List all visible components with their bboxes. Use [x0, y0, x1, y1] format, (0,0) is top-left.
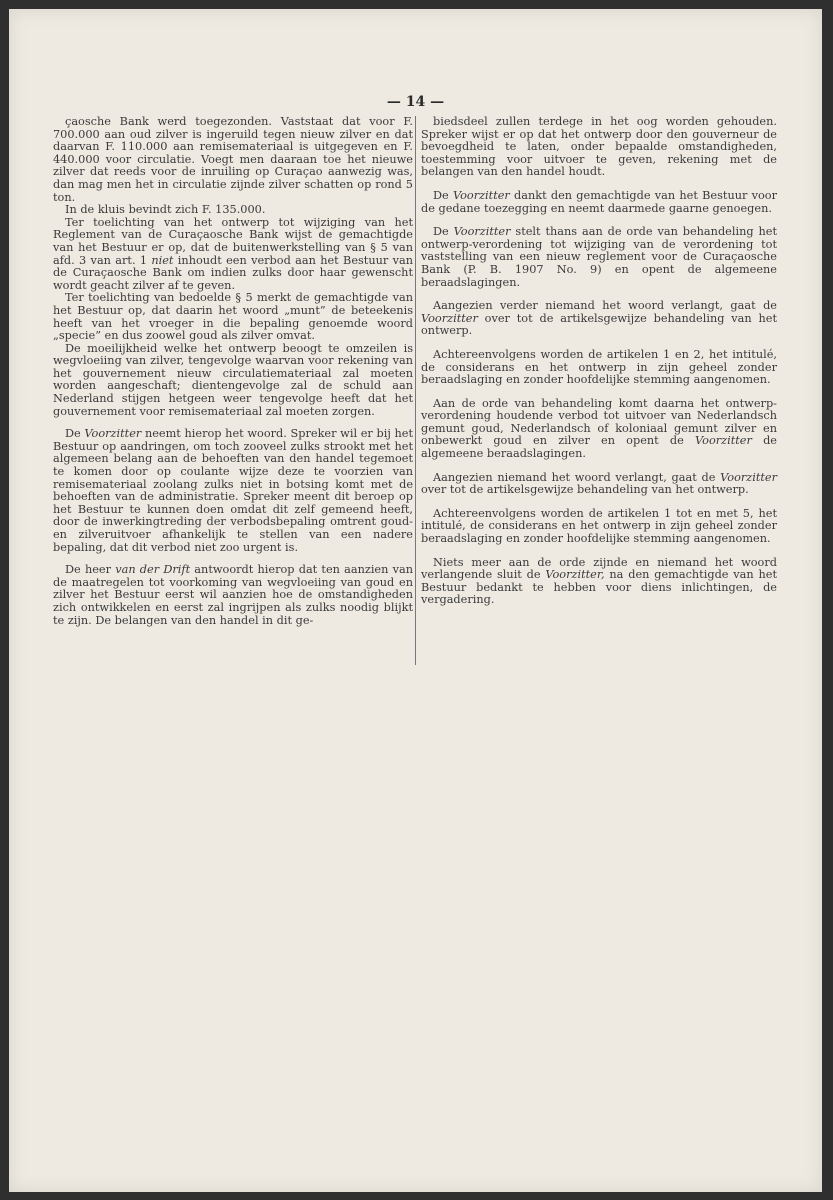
italic-text: Voorzitter — [453, 225, 511, 239]
italic-text: van der Drift — [115, 563, 191, 577]
italic-text: Voorzitter — [720, 470, 777, 484]
italic-text: Voorzitter — [421, 311, 478, 325]
italic-text: niet — [151, 253, 174, 267]
right-column-paragraph — [421, 472, 777, 497]
text-run: Ter toelichting van bedoelde § 5 merkt de gemachtigde van het Bestuur op, dat daarin het woord „munt” de beteekenis heeft van het vroeger in die bepaling genoemde woord „specie” en dus zoowel goud als zilver omvat. — [53, 291, 413, 343]
text-run: In de kluis bevindt zich F. 135.000. — [65, 203, 266, 217]
text-run: biedsdeel zullen terdege in het oog worden gehouden. Spreker wijst er op dat het ontwerp door den gouverneur de bevoegdheid te laten, onder bepaalde omstandigheden, toestemming voor uitvoer te geven, rekening met de belangen van den handel houdt. — [421, 115, 777, 179]
page-number: — 14 — — [386, 94, 445, 110]
column-divider — [415, 116, 416, 665]
right-column-paragraph — [421, 349, 777, 387]
text-run: Ter toelichting van het ontwerp tot wijziging van het Reglement van de Curaçaosche Bank wijst de gemachtigde van het Bestuur er op, dat de buitenwerkstelling van § 5 van afd. 3 van art. 1 — [53, 215, 413, 267]
left-column-paragraph — [53, 116, 413, 204]
italic-text: Voorzitter — [452, 188, 510, 202]
text-run: de algemeene beraadslagingen. — [421, 434, 777, 461]
text-run: neemt hierop het woord. Spreker wil er bij het Bestuur op aandringen, om toch zooveel zulks strookt met het algemeen belang aan de behoeften van den handel tegemoet te komen door op coulante wijze deze te voorzien van remisemateriaal zoolang zulks niet in botsing komt met de behoeften van de administratie. Spreker meent dit beroep op het Bestuur te kunnen doen omdat dit zelf gemeend heeft, door de inwerkingtreding der verbodsbepaling omtrent goud- en zilveruitvoer afhankelijk te stellen van een nadere bepaling, dat dit verbod niet zoo urgent is. — [53, 427, 413, 554]
text-run: stelt thans aan de orde van behandeling het ontwerp-verordening tot wijziging van de verordening tot vaststelling van een nieuw reglement voor de Curaçaosche Bank (P. B. 1907 No. 9) en opent de algemeene beraadslagingen. — [421, 225, 777, 289]
right-column-paragraph — [421, 116, 777, 179]
text-run: De — [433, 188, 453, 202]
text-run: Aan de orde van behandeling komt daarna het ontwerp-verordening houdende verbod tot uitvoer van Nederlandsch gemunt goud, Nederlandsch of koloniaal gemunt zilver en onbewerkt goud en zilver en opent de — [421, 396, 777, 448]
right-column-paragraph — [421, 557, 777, 607]
text-run: De heer — [65, 563, 116, 577]
text-run: De moeilijkheid welke het ontwerp beoogt te omzeilen is wegvloeiing van zilver, tengevolge waarvan voor rekening van het gouvernement nieuw circulatiemateriaal zal moeten worden aangeschaft; dientengevolge zal de schuld aan Nederland stijgen hetgeen weer tengevolge heeft dat het gouvernement voor remisemateriaal zal moeten zorgen. — [53, 341, 413, 418]
left-column-paragraph — [53, 217, 413, 293]
right-column-paragraph — [421, 190, 777, 215]
left-column-paragraph — [53, 292, 413, 342]
right-column-paragraph — [421, 226, 777, 289]
document-page — [9, 9, 822, 1192]
right-column-paragraph — [421, 300, 777, 338]
text-run: inhoudt een verbod aan het Bestuur van de Curaçaosche Bank om indien zulks door haar gewenscht wordt geacht zilver af te geven. — [53, 253, 413, 292]
right-column — [421, 116, 777, 618]
italic-text: Voorzitter — [695, 434, 752, 448]
italic-text: Voorzitter, — [545, 568, 605, 582]
left-column-paragraph — [53, 428, 413, 554]
text-run: Niets meer aan de orde zijnde en niemand het woord verlangende sluit de — [421, 555, 777, 582]
text-run: na den gemachtigde van het Bestuur bedankt te hebben voor diens inlichtingen, de vergadering. — [421, 568, 777, 607]
text-run: dankt den gemachtigde van het Bestuur voor de gedane toezegging en neemt daarmede gaarne genoegen. — [421, 188, 777, 215]
text-run: çaosche Bank werd toegezonden. Vaststaat dat voor F. 700.000 aan oud zilver is ingeruild tegen nieuw zilver en dat daarvan F. 110.000 aan remisemateriaal is uitgegeven en F. 440.000 voor circulatie. Voegt men daaraan toe het nieuwe zilver dat reeds voor de inruiling op Curaçao aanwezig was, dan mag men het in circulatie zijnde zilver schatten op rond 5 ton. — [53, 115, 413, 204]
text-run: Aangezien niemand het woord verlangt, gaat de — [433, 470, 721, 484]
text-run: Aangezien verder niemand het woord verlangt, gaat de — [433, 299, 777, 313]
text-run: De — [65, 427, 85, 441]
text-run: Achtereenvolgens worden de artikelen 1 en 2, het intitulé, de considerans en het ontwerp in zijn geheel zonder beraadslaging en zonder hoofdelijke stemming aangenomen. — [421, 347, 777, 387]
text-run: over tot de artikelsgewijze behandeling van het ontwerp. — [421, 483, 749, 497]
left-column — [53, 116, 413, 627]
right-column-paragraph — [421, 508, 777, 546]
text-run: over tot de artikelsgewijze behandeling van het ontwerp. — [421, 311, 777, 338]
text-run: antwoordt hierop dat ten aanzien van de maatregelen tot voorkoming van wegvloeiing van goud en zilver het Bestuur eerst wil aanzien hoe de omstandigheden zich ontwikkelen en eerst zal ingrijpen als zulks noodig blijkt te zijn. De belangen van den handel in dit ge- — [53, 563, 413, 627]
right-column-paragraph — [421, 398, 777, 461]
text-run: De — [433, 225, 454, 239]
left-column-paragraph — [53, 564, 413, 627]
left-column-paragraph — [53, 343, 413, 419]
text-run: Achtereenvolgens worden de artikelen 1 tot en met 5, het intitulé, de considerans en het ontwerp in zijn geheel zonder beraadslaging en zonder hoofdelijke stemming aangenomen. — [421, 506, 777, 546]
italic-text: Voorzitter — [84, 427, 142, 441]
